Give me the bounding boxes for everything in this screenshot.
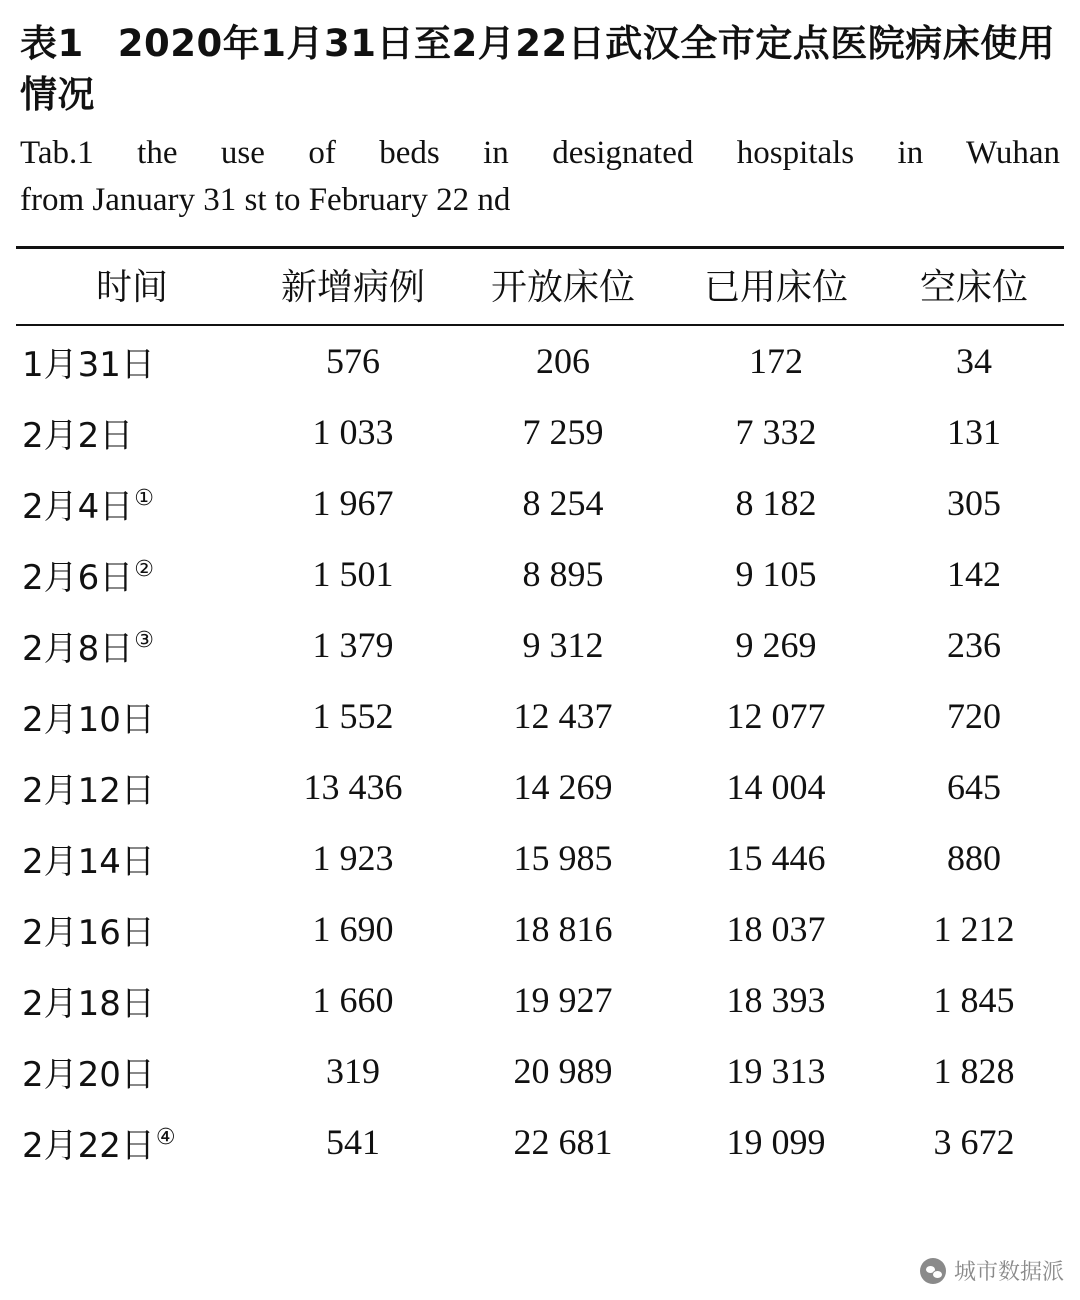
cell-used-beds: 18 037 <box>726 909 826 950</box>
cell-date <box>16 397 248 468</box>
watermark <box>920 1255 1064 1286</box>
cell-open-beds: 15 985 <box>513 838 613 879</box>
cell-empty-beds: 131 <box>947 412 1001 453</box>
cell-open-beds: 20 989 <box>513 1051 613 1092</box>
table-title-text: 2020年1月31日至2月22日武汉全市定点医院病床使用情况 <box>20 22 1056 117</box>
table-row <box>16 1107 1064 1178</box>
column-header-open-beds: 开放床位 <box>490 266 635 308</box>
cell-date-text: 1月31日 <box>22 344 155 385</box>
cell-date <box>16 539 248 610</box>
cell-used-beds: 7 332 <box>735 412 817 453</box>
cell-empty-beds: 645 <box>947 767 1001 808</box>
cell-date-text: 2月2日 <box>22 415 134 456</box>
cell-date <box>16 752 248 823</box>
cell-empty-beds: 1 828 <box>933 1051 1015 1092</box>
column-header-used-beds: 已用床位 <box>703 266 848 308</box>
table-row <box>16 894 1064 965</box>
cell-date-text: 2月6日 <box>22 557 134 598</box>
cell-date <box>16 1036 248 1107</box>
cell-new-cases: 13 436 <box>303 767 403 808</box>
table-body <box>16 325 1064 1178</box>
cell-date-text: 2月8日 <box>22 628 134 669</box>
cell-used-beds: 9 105 <box>735 554 817 595</box>
cell-date <box>16 468 248 539</box>
cell-new-cases: 576 <box>326 341 380 382</box>
cell-date-text: 2月10日 <box>22 699 155 740</box>
cell-open-beds: 8 254 <box>522 483 604 524</box>
cell-open-beds: 12 437 <box>513 696 613 737</box>
cell-open-beds: 18 816 <box>513 909 613 950</box>
cell-used-beds: 19 313 <box>726 1051 826 1092</box>
cell-used-beds: 19 099 <box>726 1122 826 1163</box>
cell-used-beds: 172 <box>749 341 803 382</box>
cell-date-text: 2月14日 <box>22 841 155 882</box>
cell-new-cases: 1 967 <box>312 483 394 524</box>
cell-new-cases: 1 690 <box>312 909 394 950</box>
cell-date-text: 2月4日 <box>22 486 134 527</box>
table-row <box>16 397 1064 468</box>
cell-open-beds: 9 312 <box>522 625 604 666</box>
cell-date-note: ② <box>134 557 154 583</box>
cell-empty-beds: 880 <box>947 838 1001 879</box>
cell-date-text: 2月20日 <box>22 1054 155 1095</box>
cell-new-cases: 1 923 <box>312 838 394 879</box>
cell-open-beds: 19 927 <box>513 980 613 1021</box>
cell-date <box>16 823 248 894</box>
wechat-icon <box>920 1258 946 1284</box>
cell-used-beds: 8 182 <box>735 483 817 524</box>
cell-open-beds: 22 681 <box>513 1122 613 1163</box>
cell-date-text: 2月22日 <box>22 1125 155 1166</box>
cell-date <box>16 610 248 681</box>
cell-empty-beds: 34 <box>956 341 992 382</box>
cell-open-beds: 206 <box>536 341 590 382</box>
table-title-english <box>16 130 1064 224</box>
cell-used-beds: 12 077 <box>726 696 826 737</box>
table-row <box>16 823 1064 894</box>
cell-empty-beds: 720 <box>947 696 1001 737</box>
cell-date <box>16 681 248 752</box>
cell-new-cases: 1 660 <box>312 980 394 1021</box>
table-row <box>16 539 1064 610</box>
column-header-empty-beds: 空床位 <box>919 266 1028 308</box>
cell-empty-beds: 305 <box>947 483 1001 524</box>
cell-new-cases: 1 379 <box>312 625 394 666</box>
table-header-row <box>16 247 1064 325</box>
table-row <box>16 468 1064 539</box>
cell-new-cases: 319 <box>326 1051 380 1092</box>
cell-open-beds: 8 895 <box>522 554 604 595</box>
watermark-text: 城市数据派 <box>953 1260 1064 1285</box>
cell-date <box>16 894 248 965</box>
cell-date-text: 2月12日 <box>22 770 155 811</box>
cell-date <box>16 965 248 1036</box>
cell-used-beds: 14 004 <box>726 767 826 808</box>
cell-date <box>16 325 248 397</box>
cell-date-text: 2月16日 <box>22 912 155 953</box>
table-header <box>16 247 1064 325</box>
table-row <box>16 752 1064 823</box>
cell-open-beds: 14 269 <box>513 767 613 808</box>
table-row <box>16 1036 1064 1107</box>
table-row <box>16 325 1064 397</box>
cell-open-beds: 7 259 <box>522 412 604 453</box>
table-row <box>16 681 1064 752</box>
cell-used-beds: 15 446 <box>726 838 826 879</box>
cell-used-beds: 18 393 <box>726 980 826 1021</box>
cell-empty-beds: 1 845 <box>933 980 1015 1021</box>
cell-used-beds: 9 269 <box>735 625 817 666</box>
cell-empty-beds: 3 672 <box>933 1122 1015 1163</box>
column-header-new-cases: 新增病例 <box>280 266 425 308</box>
table-row <box>16 610 1064 681</box>
table-row <box>16 965 1064 1036</box>
table-title-label: 表1 <box>20 22 84 65</box>
cell-empty-beds: 236 <box>947 625 1001 666</box>
table-title-chinese <box>16 18 1064 120</box>
table-title-english-line2: from January 31 st to February 22 nd <box>20 181 511 218</box>
column-header-time: 时间 <box>95 266 168 308</box>
table-title-english-line1: Tab.1 the use of beds in designated hospitals in Wuhan <box>20 135 1060 172</box>
cell-date-text: 2月18日 <box>22 983 155 1024</box>
cell-empty-beds: 142 <box>947 554 1001 595</box>
cell-new-cases: 1 552 <box>312 696 394 737</box>
cell-new-cases: 1 033 <box>312 412 394 453</box>
cell-date <box>16 1107 248 1178</box>
cell-new-cases: 1 501 <box>312 554 394 595</box>
cell-date-note: ① <box>134 486 154 512</box>
cell-new-cases: 541 <box>326 1122 380 1163</box>
cell-empty-beds: 1 212 <box>933 909 1015 950</box>
cell-date-note: ③ <box>134 628 154 654</box>
cell-date-note: ④ <box>155 1125 176 1151</box>
bed-usage-table <box>16 246 1064 1178</box>
